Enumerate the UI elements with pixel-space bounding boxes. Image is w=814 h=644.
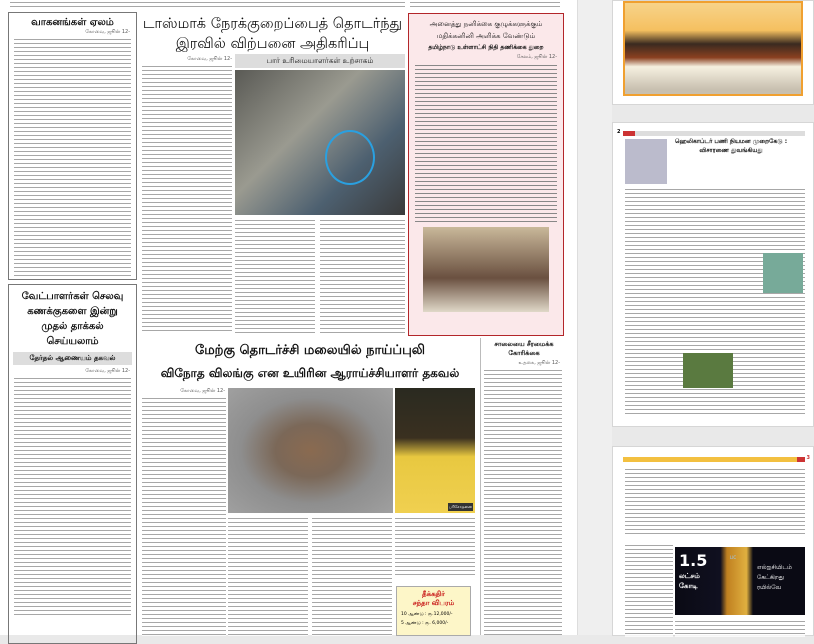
article-body	[484, 368, 562, 635]
page-header-strip	[623, 131, 805, 136]
ad-text: எல்ஐசியிடம் கேட்கிறது ரயில்வே	[757, 564, 792, 591]
article-body	[320, 218, 405, 333]
dateline: கோவை, ஜூன் 12-	[187, 56, 232, 62]
ad-line: கோடி	[679, 582, 698, 590]
ad-title: சந்தா விபரம்	[412, 599, 455, 607]
column-divider	[480, 338, 481, 635]
top-text	[410, 0, 560, 8]
article-candidate-expenses	[8, 284, 137, 644]
article-title: வேட்பாளர்கள் செலவு கணக்குகளை இன்று முதல் தாக்கல் செய்யலாம்	[21, 291, 124, 347]
researcher-photo	[395, 388, 475, 513]
lead-headline	[140, 14, 405, 54]
article-body	[14, 37, 131, 277]
headline-line: டாஸ்மாக் நேரக்குறைப்பைத் தொடர்ந்து	[142, 16, 403, 32]
page-header-strip	[623, 457, 805, 462]
ad-row: 10 ஆண்டு : ரூ.12,000/-	[401, 612, 453, 617]
headline-line: மதிக்கனினி அளிக்க வேண்டும்	[436, 32, 536, 40]
page-number: 3	[806, 455, 810, 461]
article-audit-committees	[408, 13, 564, 336]
headline-line: தமிழ்நாடு உள்ளாட்சி நிதி தணிக்கை துறை	[428, 44, 544, 51]
article-title: வாகனங்கள் ஏலம்	[31, 17, 114, 28]
ad-text: 1.5	[679, 551, 708, 570]
dateline: சேலம், ஜூன் 12-	[516, 54, 557, 60]
ad-line: லட்சம்	[679, 572, 700, 580]
thumbnail-photo	[625, 139, 667, 184]
dateline: உதகை, ஜூன் 12-	[518, 360, 560, 366]
article-subtitle: தேர்தல் ஆணையம் தகவல்	[13, 352, 132, 365]
lic-advertisement	[675, 547, 805, 615]
dateline: கோவை, ஜூன் 12-	[85, 368, 130, 374]
headline-line: மேற்கு தொடர்ச்சி மலையில் நாய்ப்புலி	[194, 343, 426, 358]
article-body	[14, 376, 131, 616]
headline-line: அனைத்து நனிக்கை குழுக்களுக்கும்	[429, 20, 543, 28]
thumbnail-photo	[683, 353, 733, 388]
article-body	[312, 516, 392, 636]
thumbnail-text	[625, 467, 805, 537]
animal-photo	[228, 388, 393, 513]
headline-line: இரவில் விற்பனை அதிகரிப்பு	[175, 36, 370, 52]
article-body	[142, 396, 226, 636]
dateline: கோவை, ஜூன் 12-	[85, 29, 130, 35]
thumbnail-text	[675, 619, 805, 637]
ad-row: 5 ஆண்டு : ரூ. 6,000/-	[401, 621, 449, 626]
ad-title: தீக்கதிர்	[422, 590, 445, 598]
ad-text	[679, 571, 700, 591]
story2-headline	[140, 340, 480, 384]
page-thumbnail-2[interactable]	[612, 122, 814, 427]
article-body	[235, 218, 315, 333]
article-body	[142, 64, 232, 334]
article-title: சாலையை சீரமைக்க கோரிக்கை	[494, 340, 554, 357]
page-thumbnail-3[interactable]	[612, 446, 814, 636]
article-body	[228, 516, 308, 636]
advertisement-page	[623, 1, 803, 96]
meeting-photo	[423, 227, 549, 312]
scroll-gutter	[577, 0, 612, 635]
lead-subhead: பார் உரிமையாளர்கள் உற்சாகம்	[235, 54, 405, 68]
thumbnail-photo	[763, 253, 803, 293]
page-thumbnail-1[interactable]	[612, 0, 814, 105]
photo-caption: பரிசோதனை	[448, 504, 472, 509]
article-body	[395, 516, 475, 578]
thumbnail-headline: ஹெலிகாப்டர் பணி நியமன முறைகேடு : விசாரணை துவங்கியது	[674, 138, 788, 154]
dateline: கோவை, ஜூன் 12-	[180, 388, 225, 394]
page-number: 2	[617, 129, 621, 135]
subscription-ad[interactable]	[396, 586, 471, 636]
top-text	[10, 0, 405, 8]
headline-line: விநோத விலங்கு என உயிரின ஆராய்ச்சியாளர் தகவல்	[160, 366, 460, 380]
thumbnail-text	[625, 543, 673, 637]
article-body	[415, 63, 557, 223]
liquor-shop-photo	[235, 70, 405, 215]
article-vehicle-auction	[8, 12, 137, 280]
lic-logo: LIC	[730, 555, 737, 560]
